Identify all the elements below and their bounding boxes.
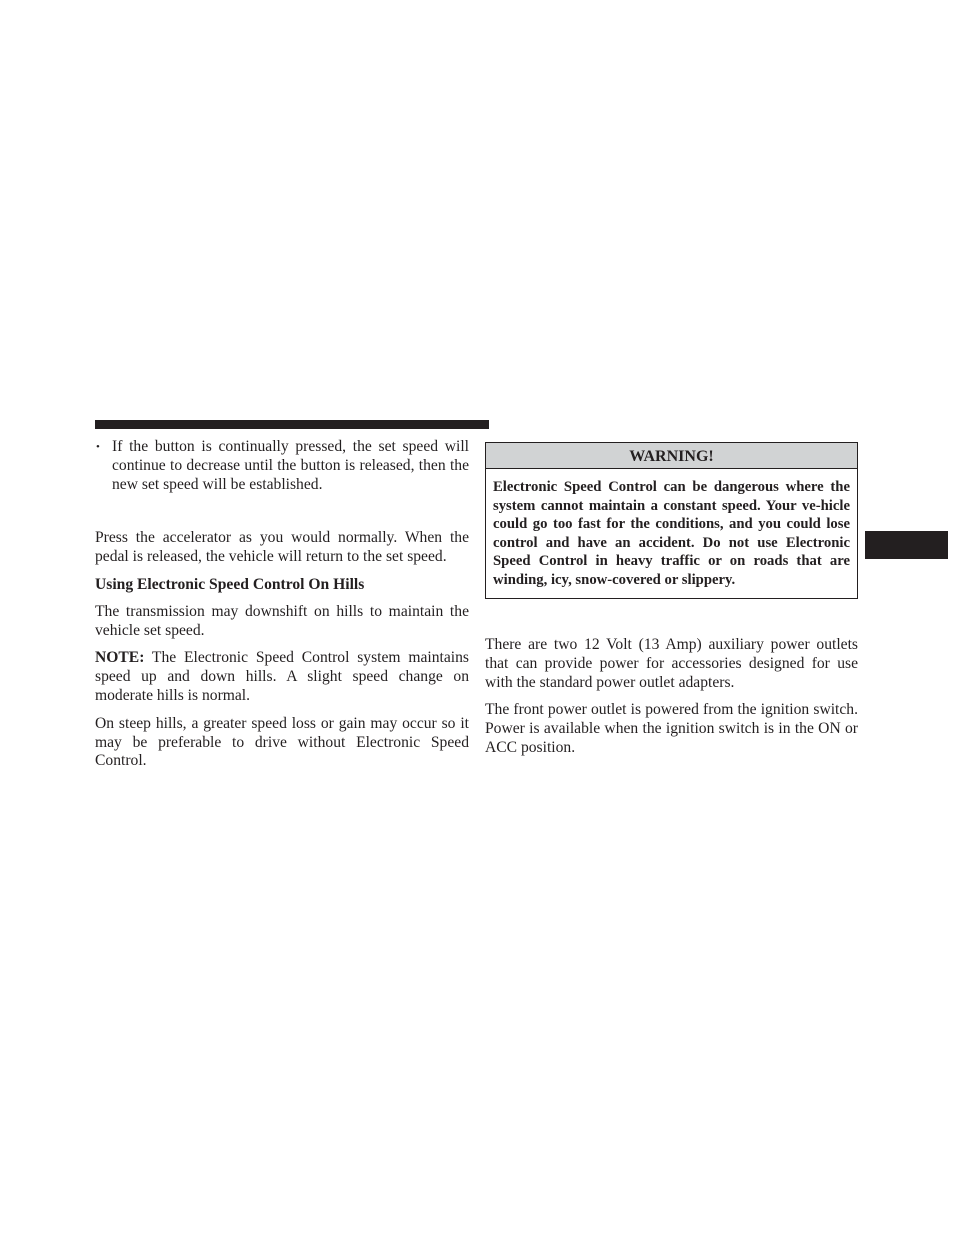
section-header-bar — [95, 420, 489, 429]
right-column — [485, 636, 858, 758]
steep-hills-paragraph: On steep hills, a greater speed loss or gain may occur so it may be preferable to drive without Electronic Speed Control. — [95, 714, 469, 770]
bullet-icon: • — [96, 441, 100, 453]
note-label: NOTE: — [95, 649, 145, 667]
downshift-paragraph: The transmission may downshift on hills to maintain the vehicle set speed. — [95, 602, 469, 639]
warning-text: Electronic Speed Control can be dangerous where the system cannot maintain a constant speed. Your ve-hicle could go too fast for the conditions, and you could lose control and have an accident. Do not use Electronic Speed Control in heavy traffic or on roads that are winding, icy, snow-covered or slippery. — [493, 479, 850, 588]
front-outlet-paragraph: The front power outlet is powered from the ignition switch. Power is available when the ignition switch is in the ON or ACC position. — [485, 701, 858, 756]
accelerate-paragraph: Press the accelerator as you would normally. When the pedal is released, the vehicle will return to the set speed. — [95, 529, 469, 566]
outlets-paragraph: There are two 12 Volt (13 Amp) auxiliary power outlets that can provide power for accessories designed for use with the standard power outlet adapters. — [485, 636, 858, 691]
note-text: The Electronic Speed Control system maintains speed up and down hills. A slight speed change on moderate hills is normal. — [95, 649, 469, 704]
bullet-item — [95, 438, 469, 494]
note-paragraph — [95, 649, 469, 705]
hills-heading: Using Electronic Speed Control On Hills — [95, 575, 365, 593]
warning-box — [485, 442, 858, 599]
left-column — [95, 438, 469, 771]
warning-title: WARNING! — [486, 443, 857, 469]
bullet-text: If the button is continually pressed, the set speed will continue to decrease until the button is released, then the new set speed will be established. — [112, 438, 469, 493]
chapter-tab — [865, 531, 948, 559]
